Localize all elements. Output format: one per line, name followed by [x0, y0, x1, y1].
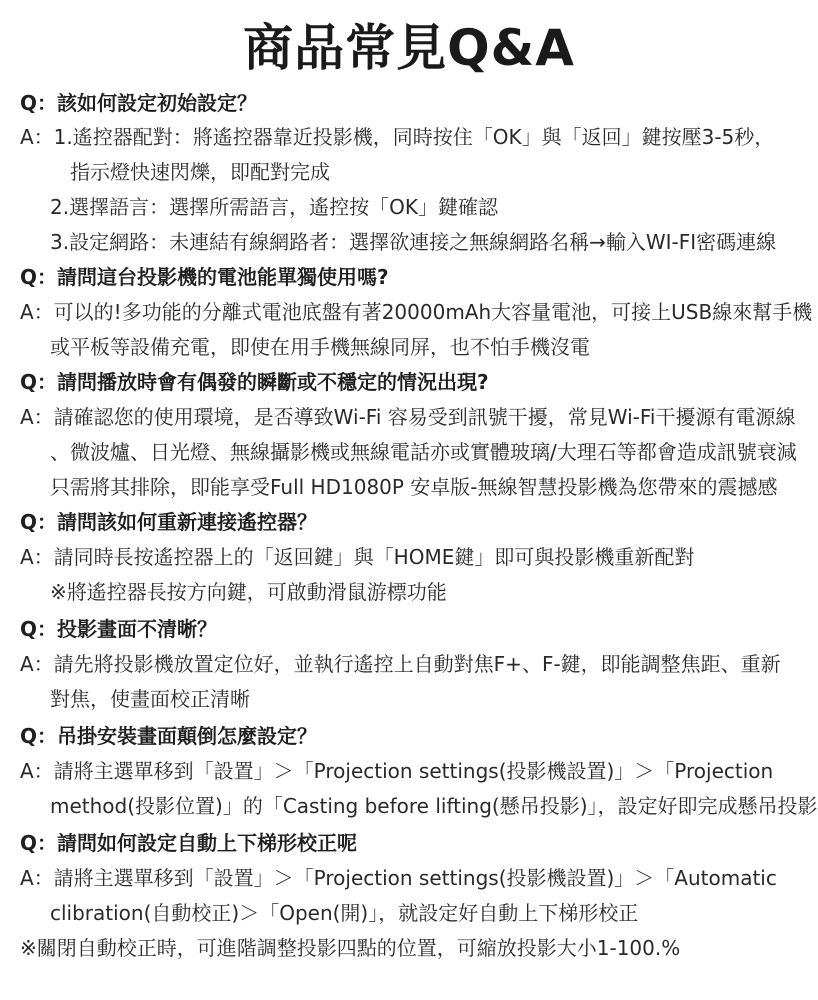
- faq-question-5: Q：投影畫面不清晰？: [20, 617, 218, 641]
- faq-answer-5: A：請先將投影機放置定位好，並執行遙控上自動對焦F+、F-鍵，即能調整焦距、重新: [20, 652, 781, 676]
- faq-question-1: Q：該如何設定初始設定？: [20, 91, 258, 115]
- faq-answer-1: 指示燈快速閃爍，即配對完成: [70, 160, 330, 184]
- faq-answer-4: A：請同時長按遙控器上的「返回鍵」與「HOME鍵」即可與投影機重新配對: [20, 545, 695, 569]
- faq-question-3: Q：請問播放時會有偶發的瞬斷或不穩定的情況出現?: [20, 370, 489, 394]
- faq-answer-1: A：1.遙控器配對：將遙控器靠近投影機，同時按住「OK」與「返回」鍵按壓3-5秒，: [20, 125, 775, 149]
- faq-question-4: Q：請問該如何重新連接遙控器？: [20, 510, 318, 534]
- faq-answer-7: clibration(自動校正)＞「Open(開)」，就設定好自動上下梯形校正: [50, 901, 639, 925]
- faq-answer-5: 對焦，使畫面校正清晰: [50, 687, 250, 711]
- faq-answer-7: A：請將主選單移到「設置」＞「Projection settings(投影機設置)」＞「Automatic: [20, 866, 777, 890]
- faq-answer-3: 、微波爐、日光燈、無線攝影機或無線電話亦或實體玻璃/大理石等都會造成訊號衰減: [50, 440, 797, 464]
- page-title: 商品常見Q&A: [243, 19, 575, 77]
- faq-answer-1: 2.選擇語言：選擇所需語言，遙控按「OK」鍵確認: [50, 195, 498, 219]
- faq-note-4: ※將遙控器長按方向鍵，可啟動滑鼠游標功能: [50, 580, 447, 604]
- faq-answer-6: method(投影位置)」的「Casting before lifting(懸吊投影)」，設定好即完成懸吊投影: [50, 794, 818, 818]
- faq-answer-6: A：請將主選單移到「設置」＞「Projection settings(投影機設置)」＞「Projection: [20, 759, 774, 783]
- faq-note-7: ※關閉自動校正時，可進階調整投影四點的位置，可縮放投影大小1-100.%: [20, 936, 681, 960]
- faq-question-7: Q：請問如何設定自動上下梯形校正呢: [20, 831, 358, 855]
- faq-answer-3: A：請確認您的使用環境，是否導致Wi-Fi 容易受到訊號干擾，常見Wi-Fi干擾源有電源線: [20, 405, 796, 429]
- faq-answer-1: 3.設定網路：未連結有線網路者：選擇欲連接之無線網路名稱→輸入WI-FI密碼連線: [50, 230, 777, 254]
- faq-question-2: Q：請問這台投影機的電池能單獨使用嗎?: [20, 265, 389, 289]
- faq-question-6: Q：吊掛安裝畫面顛倒怎麼設定？: [20, 724, 318, 748]
- faq-answer-3: 只需將其排除，即能享受Full HD1080P 安卓版-無線智慧投影機為您帶來的震撼感: [50, 475, 778, 499]
- faq-answer-2: A：可以的!多功能的分離式電池底盤有著20000mAh大容量電池，可接上USB線來幫手機: [20, 300, 813, 324]
- faq-answer-2: 或平板等設備充電，即使在用手機無線同屏，也不怕手機沒電: [50, 335, 590, 359]
